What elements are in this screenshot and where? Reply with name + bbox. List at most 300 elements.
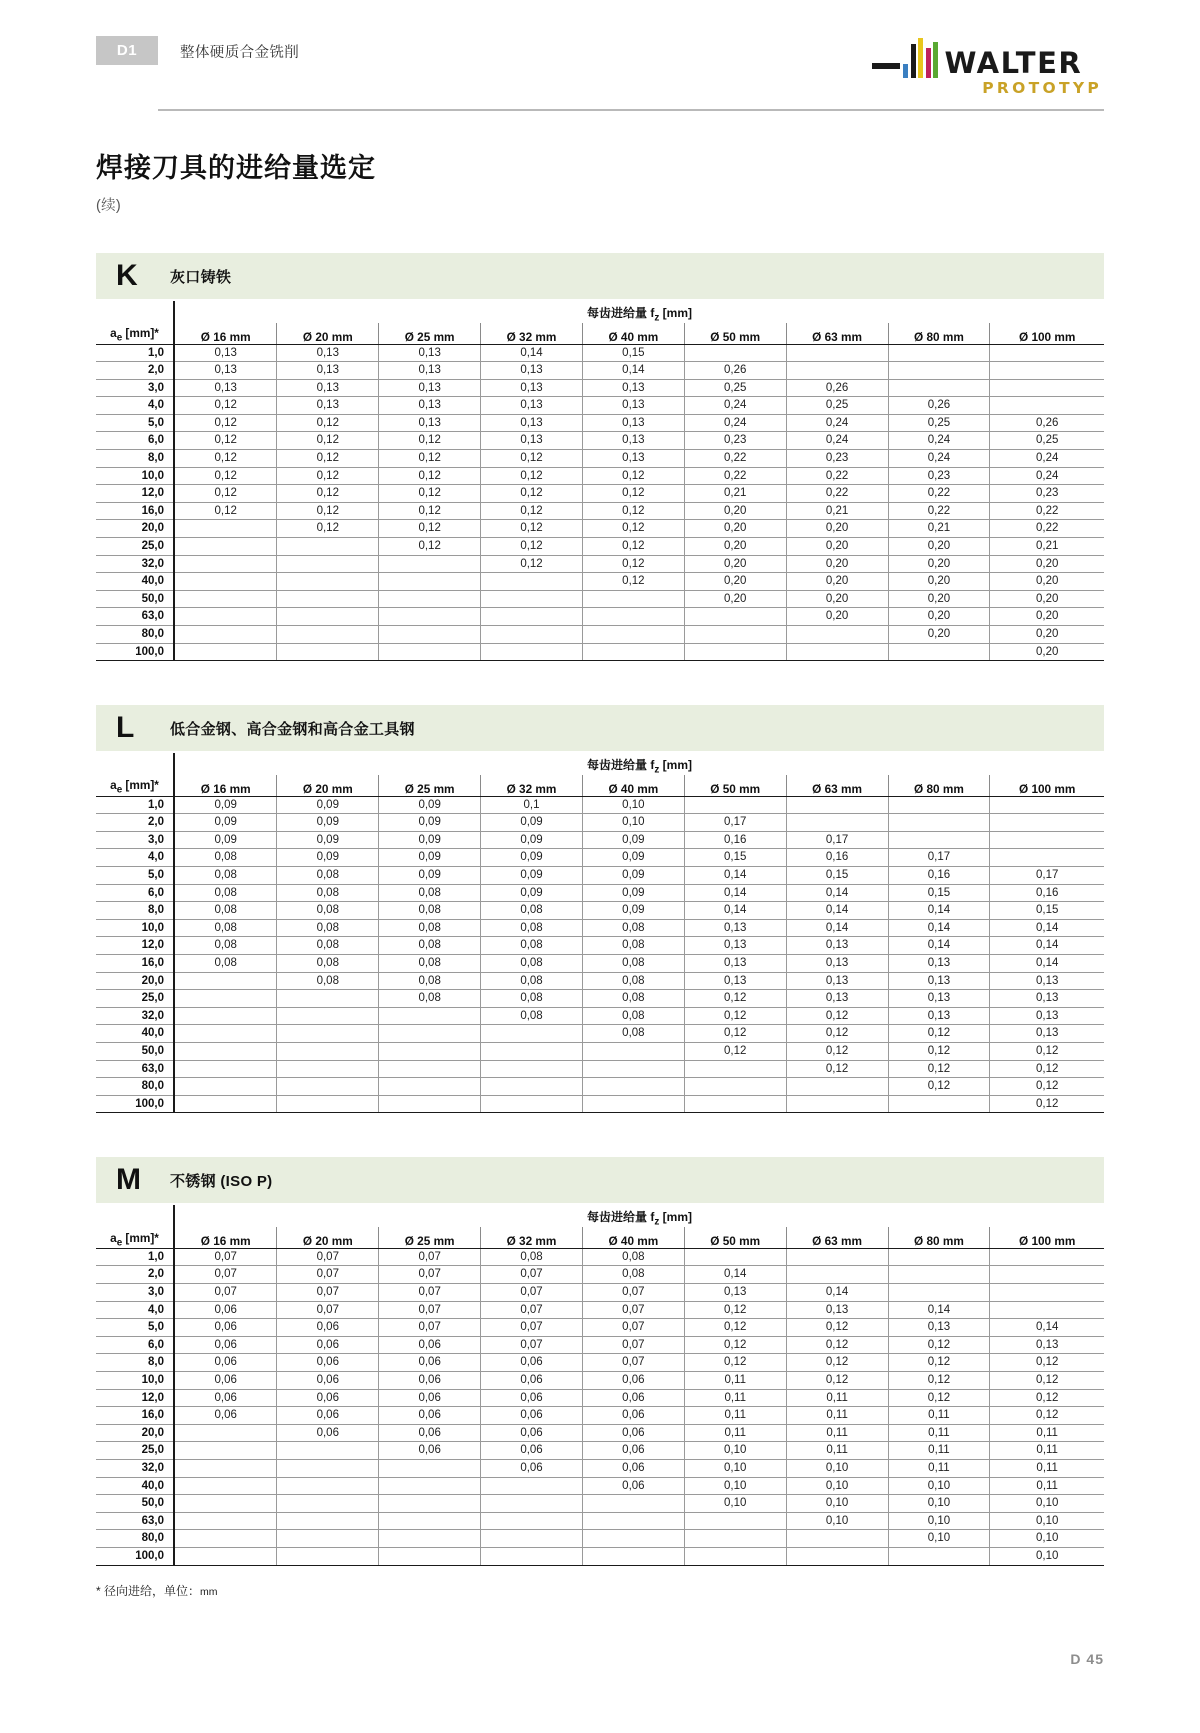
row-label-ae: 2,0 [96, 1266, 174, 1284]
col-header-ae: $a_e$ [mm]* [96, 323, 174, 344]
feed-value-cell [379, 1060, 481, 1078]
feed-value-cell: 0,13 [174, 362, 277, 380]
feed-value-cell: 0,12 [990, 1354, 1104, 1372]
logo-bar-green [933, 42, 938, 78]
feed-value-cell [786, 626, 888, 644]
feed-value-cell: 0,09 [582, 867, 684, 885]
feed-value-cell: 0,14 [582, 362, 684, 380]
feed-value-cell [379, 555, 481, 573]
feed-value-cell: 0,15 [990, 902, 1104, 920]
caption-subscript: z [654, 312, 660, 323]
table-row [96, 1319, 1104, 1337]
feed-value-cell: 0,12 [990, 1389, 1104, 1407]
feed-value-cell: 0,13 [684, 919, 786, 937]
row-label-ae: 80,0 [96, 626, 174, 644]
feed-value-cell: 0,17 [684, 814, 786, 832]
feed-value-cell: 0,26 [888, 397, 990, 415]
feed-value-cell: 0,13 [277, 379, 379, 397]
table-caption-row [96, 301, 1104, 323]
feed-value-cell: 0,24 [684, 414, 786, 432]
logo-bar-blue [903, 64, 908, 78]
feed-value-cell: 0,07 [379, 1284, 481, 1302]
col-header-diameter: Ø 20 mm [277, 323, 379, 344]
feed-value-cell: 0,06 [379, 1442, 481, 1460]
feed-value-cell: 0,08 [174, 884, 277, 902]
table-row [96, 919, 1104, 937]
feed-value-cell: 0,12 [277, 414, 379, 432]
feed-value-cell: 0,08 [277, 972, 379, 990]
feed-value-cell: 0,12 [379, 450, 481, 468]
feed-value-cell [379, 1095, 481, 1113]
feed-value-cell: 0,12 [379, 432, 481, 450]
table-caption: 每齿进给量 $f_z$ [mm] [586, 305, 692, 323]
table-row [96, 1372, 1104, 1390]
row-label-ae: 20,0 [96, 972, 174, 990]
header-rule [96, 109, 1104, 111]
table-row [96, 902, 1104, 920]
feed-value-cell [277, 538, 379, 556]
feed-value-cell [481, 1512, 583, 1530]
feed-value-cell: 0,12 [684, 1043, 786, 1061]
feed-value-cell: 0,25 [888, 414, 990, 432]
feed-value-cell: 0,25 [684, 379, 786, 397]
col-header-diameter: Ø 63 mm [786, 1227, 888, 1248]
feed-value-cell [174, 1424, 277, 1442]
title-block [96, 146, 1104, 215]
feed-value-cell: 0,07 [582, 1336, 684, 1354]
feed-value-cell: 0,06 [277, 1372, 379, 1390]
feed-value-cell: 0,12 [684, 1354, 786, 1372]
feed-value-cell: 0,25 [786, 397, 888, 415]
col-header-diameter: Ø 32 mm [481, 1227, 583, 1248]
feed-value-cell: 0,24 [786, 432, 888, 450]
feed-value-cell: 0,09 [174, 831, 277, 849]
feed-value-cell: 0,13 [277, 362, 379, 380]
feed-value-cell: 0,20 [888, 608, 990, 626]
feed-value-cell: 0,08 [277, 955, 379, 973]
feed-value-cell: 0,08 [174, 902, 277, 920]
table-row [96, 1495, 1104, 1513]
feed-value-cell [888, 1248, 990, 1266]
table-caption-row [96, 1205, 1104, 1227]
feed-value-cell: 0,06 [277, 1319, 379, 1337]
row-label-ae: 5,0 [96, 867, 174, 885]
feed-value-cell [684, 344, 786, 362]
feed-value-cell: 0,09 [379, 831, 481, 849]
feed-value-cell: 0,10 [990, 1512, 1104, 1530]
feed-value-cell: 0,07 [582, 1301, 684, 1319]
feed-value-cell: 0,09 [481, 867, 583, 885]
feed-value-cell: 0,10 [990, 1530, 1104, 1548]
feed-value-cell: 0,07 [379, 1266, 481, 1284]
feed-value-cell: 0,06 [277, 1424, 379, 1442]
row-label-ae: 25,0 [96, 990, 174, 1008]
feed-value-cell: 0,09 [379, 796, 481, 814]
chapter-badge: D1 [96, 36, 158, 65]
feed-value-cell [582, 590, 684, 608]
feed-value-cell [277, 1495, 379, 1513]
feed-per-tooth-table [96, 753, 1104, 1113]
feed-value-cell: 0,16 [990, 884, 1104, 902]
feed-value-cell: 0,13 [379, 362, 481, 380]
feed-value-cell [379, 1025, 481, 1043]
feed-value-cell [174, 972, 277, 990]
table-row [96, 379, 1104, 397]
feed-value-cell [481, 1477, 583, 1495]
table-row [96, 955, 1104, 973]
feed-value-cell [481, 1043, 583, 1061]
feed-value-cell [990, 397, 1104, 415]
table-row [96, 555, 1104, 573]
table-row [96, 1266, 1104, 1284]
feed-value-cell [684, 1060, 786, 1078]
feed-value-cell: 0,06 [582, 1460, 684, 1478]
feed-value-cell: 0,06 [481, 1442, 583, 1460]
row-label-ae: 16,0 [96, 502, 174, 520]
feed-value-cell [786, 362, 888, 380]
feed-value-cell [277, 1530, 379, 1548]
feed-value-cell: 0,14 [888, 937, 990, 955]
row-label-ae: 63,0 [96, 1060, 174, 1078]
feed-value-cell: 0,08 [379, 919, 481, 937]
feed-value-cell: 0,09 [379, 849, 481, 867]
feed-value-cell: 0,13 [582, 414, 684, 432]
feed-value-cell: 0,08 [481, 919, 583, 937]
feed-value-cell: 0,11 [990, 1477, 1104, 1495]
section-band-k [96, 253, 1104, 299]
table-row [96, 1547, 1104, 1565]
feed-value-cell: 0,20 [786, 538, 888, 556]
feed-value-cell [379, 1460, 481, 1478]
logo-text [944, 46, 1083, 81]
feed-value-cell: 0,09 [582, 902, 684, 920]
feed-value-cell: 0,13 [888, 1319, 990, 1337]
feed-value-cell: 0,08 [174, 937, 277, 955]
feed-value-cell: 0,13 [379, 414, 481, 432]
feed-value-cell [582, 643, 684, 661]
feed-table-wrap [96, 1205, 1104, 1565]
col-header-diameter: Ø 80 mm [888, 323, 990, 344]
feed-value-cell: 0,10 [888, 1530, 990, 1548]
feed-value-cell: 0,13 [174, 379, 277, 397]
feed-value-cell: 0,08 [277, 867, 379, 885]
col-header-ae: $a_e$ [mm]* [96, 775, 174, 796]
col-header-diameter: Ø 32 mm [481, 323, 583, 344]
feed-value-cell: 0,12 [174, 397, 277, 415]
chapter-title: 整体硬质合金铣削 [180, 45, 300, 61]
feed-value-cell: 0,14 [888, 902, 990, 920]
feed-value-cell: 0,13 [582, 432, 684, 450]
row-label-ae: 6,0 [96, 884, 174, 902]
feed-value-cell: 0,13 [481, 414, 583, 432]
row-label-ae: 100,0 [96, 1547, 174, 1565]
col-header-diameter: Ø 100 mm [990, 775, 1104, 796]
feed-value-cell: 0,06 [481, 1372, 583, 1390]
row-label-ae: 4,0 [96, 1301, 174, 1319]
feed-value-cell: 0,13 [379, 344, 481, 362]
table-row [96, 1043, 1104, 1061]
feed-value-cell: 0,07 [582, 1284, 684, 1302]
feed-value-cell: 0,14 [684, 867, 786, 885]
row-label-ae: 16,0 [96, 955, 174, 973]
feed-value-cell [277, 573, 379, 591]
feed-value-cell: 0,12 [277, 450, 379, 468]
feed-value-cell: 0,17 [888, 849, 990, 867]
feed-value-cell: 0,13 [277, 344, 379, 362]
feed-value-cell [174, 643, 277, 661]
feed-value-cell: 0,06 [379, 1336, 481, 1354]
feed-value-cell [786, 796, 888, 814]
table-header-row [96, 323, 1104, 344]
ae-subscript: e [116, 1236, 123, 1248]
feed-value-cell: 0,20 [684, 502, 786, 520]
feed-value-cell [786, 1530, 888, 1548]
feed-value-cell [379, 1477, 481, 1495]
feed-value-cell: 0,10 [684, 1495, 786, 1513]
feed-value-cell [174, 1460, 277, 1478]
feed-value-cell: 0,07 [481, 1266, 583, 1284]
feed-value-cell: 0,08 [379, 955, 481, 973]
feed-value-cell [174, 538, 277, 556]
row-label-ae: 1,0 [96, 344, 174, 362]
row-label-ae: 4,0 [96, 397, 174, 415]
feed-value-cell: 0,16 [786, 849, 888, 867]
feed-value-cell: 0,12 [174, 485, 277, 503]
table-row [96, 1078, 1104, 1096]
col-header-diameter: Ø 25 mm [379, 1227, 481, 1248]
feed-value-cell [481, 1078, 583, 1096]
feed-value-cell: 0,11 [684, 1424, 786, 1442]
feed-value-cell: 0,12 [379, 485, 481, 503]
feed-value-cell: 0,12 [684, 990, 786, 1008]
feed-value-cell: 0,11 [990, 1460, 1104, 1478]
row-label-ae: 50,0 [96, 1495, 174, 1513]
table-row [96, 1284, 1104, 1302]
feed-value-cell: 0,12 [174, 432, 277, 450]
feed-value-cell [277, 608, 379, 626]
feed-value-cell: 0,24 [990, 467, 1104, 485]
feed-value-cell: 0,12 [481, 485, 583, 503]
table-row [96, 344, 1104, 362]
feed-value-cell: 0,11 [888, 1424, 990, 1442]
feed-value-cell: 0,07 [582, 1319, 684, 1337]
feed-value-cell: 0,14 [684, 902, 786, 920]
table-row [96, 1336, 1104, 1354]
feed-value-cell [481, 1530, 583, 1548]
section-label: 灰口铸铁 [170, 268, 232, 286]
feed-value-cell [582, 1095, 684, 1113]
feed-value-cell [174, 573, 277, 591]
row-label-ae: 40,0 [96, 573, 174, 591]
table-row [96, 831, 1104, 849]
feed-value-cell [481, 643, 583, 661]
feed-value-cell: 0,09 [481, 849, 583, 867]
feed-value-cell: 0,14 [481, 344, 583, 362]
feed-value-cell [582, 626, 684, 644]
feed-value-cell [379, 643, 481, 661]
table-row [96, 643, 1104, 661]
feed-value-cell: 0,06 [379, 1354, 481, 1372]
feed-value-cell: 0,16 [684, 831, 786, 849]
feed-value-cell [684, 626, 786, 644]
feed-value-cell: 0,20 [786, 573, 888, 591]
feed-value-cell: 0,17 [786, 831, 888, 849]
feed-value-cell: 0,12 [379, 502, 481, 520]
feed-value-cell: 0,10 [582, 796, 684, 814]
feed-value-cell: 0,10 [684, 1460, 786, 1478]
feed-value-cell: 0,12 [481, 502, 583, 520]
feed-value-cell: 0,14 [786, 1284, 888, 1302]
feed-value-cell: 0,12 [786, 1336, 888, 1354]
feed-value-cell [582, 1060, 684, 1078]
material-section-l [96, 705, 1104, 1113]
feed-value-cell [277, 1512, 379, 1530]
footnote [96, 1582, 1104, 1599]
feed-value-cell: 0,13 [786, 972, 888, 990]
feed-value-cell: 0,22 [990, 502, 1104, 520]
table-row [96, 814, 1104, 832]
feed-value-cell [990, 1284, 1104, 1302]
logo-bar-magenta [926, 48, 931, 78]
feed-value-cell: 0,08 [174, 955, 277, 973]
col-header-diameter: Ø 16 mm [174, 775, 277, 796]
feed-value-cell: 0,09 [277, 814, 379, 832]
feed-value-cell: 0,12 [888, 1043, 990, 1061]
row-label-ae: 12,0 [96, 485, 174, 503]
feed-value-cell: 0,10 [990, 1495, 1104, 1513]
feed-value-cell: 0,20 [990, 555, 1104, 573]
row-label-ae: 20,0 [96, 1424, 174, 1442]
feed-value-cell: 0,12 [582, 520, 684, 538]
feed-value-cell [582, 1547, 684, 1565]
section-label-suffix: (ISO P) [215, 1172, 273, 1190]
row-label-ae: 5,0 [96, 414, 174, 432]
table-row [96, 849, 1104, 867]
table-header-row [96, 1227, 1104, 1248]
feed-value-cell [990, 849, 1104, 867]
feed-value-cell: 0,13 [684, 1284, 786, 1302]
feed-value-cell [174, 1530, 277, 1548]
feed-value-cell: 0,08 [582, 955, 684, 973]
row-label-ae: 50,0 [96, 590, 174, 608]
feed-value-cell: 0,12 [174, 467, 277, 485]
feed-value-cell: 0,11 [990, 1442, 1104, 1460]
feed-value-cell: 0,06 [582, 1442, 684, 1460]
feed-value-cell: 0,11 [786, 1442, 888, 1460]
feed-value-cell [277, 1007, 379, 1025]
feed-value-cell: 0,22 [990, 520, 1104, 538]
table-body [96, 344, 1104, 661]
ae-subscript: e [116, 332, 123, 344]
sections-host [0, 253, 1200, 1566]
feed-value-cell: 0,16 [888, 867, 990, 885]
feed-value-cell: 0,07 [277, 1284, 379, 1302]
table-row [96, 573, 1104, 591]
feed-value-cell: 0,08 [582, 937, 684, 955]
feed-value-cell: 0,12 [481, 467, 583, 485]
feed-value-cell: 0,07 [481, 1319, 583, 1337]
feed-value-cell: 0,06 [582, 1477, 684, 1495]
feed-value-cell: 0,14 [990, 919, 1104, 937]
feed-value-cell: 0,13 [990, 1007, 1104, 1025]
feed-value-cell: 0,11 [684, 1407, 786, 1425]
table-row [96, 1095, 1104, 1113]
feed-value-cell: 0,20 [786, 555, 888, 573]
feed-value-cell: 0,14 [990, 1319, 1104, 1337]
row-label-ae: 6,0 [96, 1336, 174, 1354]
feed-value-cell: 0,09 [481, 814, 583, 832]
feed-table-wrap [96, 753, 1104, 1113]
row-label-ae: 4,0 [96, 849, 174, 867]
col-header-diameter: Ø 80 mm [888, 1227, 990, 1248]
table-row [96, 937, 1104, 955]
feed-value-cell: 0,21 [888, 520, 990, 538]
feed-value-cell: 0,11 [684, 1389, 786, 1407]
feed-value-cell [277, 1477, 379, 1495]
row-label-ae: 1,0 [96, 1248, 174, 1266]
feed-value-cell [277, 626, 379, 644]
feed-value-cell: 0,10 [990, 1547, 1104, 1565]
feed-value-cell [277, 555, 379, 573]
feed-value-cell: 0,13 [481, 379, 583, 397]
feed-value-cell: 0,12 [481, 538, 583, 556]
feed-value-cell [684, 1095, 786, 1113]
feed-value-cell: 0,06 [277, 1354, 379, 1372]
feed-value-cell: 0,20 [786, 608, 888, 626]
feed-value-cell: 0,15 [786, 867, 888, 885]
feed-value-cell: 0,12 [277, 432, 379, 450]
feed-value-cell: 0,08 [481, 955, 583, 973]
feed-value-cell [990, 814, 1104, 832]
feed-value-cell [277, 1043, 379, 1061]
feed-value-cell: 0,20 [888, 590, 990, 608]
feed-value-cell [277, 1095, 379, 1113]
feed-value-cell: 0,13 [990, 990, 1104, 1008]
feed-value-cell: 0,06 [277, 1407, 379, 1425]
feed-value-cell [786, 643, 888, 661]
feed-per-tooth-table [96, 1205, 1104, 1565]
table-row [96, 796, 1104, 814]
col-header-diameter: Ø 80 mm [888, 775, 990, 796]
feed-value-cell: 0,08 [582, 1266, 684, 1284]
feed-value-cell [481, 1025, 583, 1043]
feed-value-cell: 0,17 [990, 867, 1104, 885]
feed-value-cell: 0,06 [481, 1407, 583, 1425]
feed-value-cell: 0,08 [277, 919, 379, 937]
table-row [96, 1512, 1104, 1530]
feed-value-cell: 0,06 [174, 1319, 277, 1337]
feed-value-cell: 0,14 [786, 902, 888, 920]
feed-value-cell: 0,22 [888, 502, 990, 520]
table-row [96, 608, 1104, 626]
feed-value-cell [379, 1043, 481, 1061]
feed-value-cell: 0,24 [786, 414, 888, 432]
table-row [96, 450, 1104, 468]
feed-value-cell: 0,08 [277, 884, 379, 902]
feed-value-cell: 0,22 [786, 485, 888, 503]
feed-value-cell [684, 796, 786, 814]
table-row [96, 1007, 1104, 1025]
feed-value-cell: 0,12 [888, 1372, 990, 1390]
feed-value-cell: 0,12 [582, 538, 684, 556]
row-label-ae: 3,0 [96, 831, 174, 849]
feed-value-cell: 0,07 [379, 1319, 481, 1337]
feed-value-cell [888, 643, 990, 661]
col-header-diameter: Ø 40 mm [582, 775, 684, 796]
page-subtitle: (续) [96, 198, 122, 214]
feed-value-cell: 0,06 [174, 1407, 277, 1425]
feed-value-cell: 0,12 [582, 485, 684, 503]
